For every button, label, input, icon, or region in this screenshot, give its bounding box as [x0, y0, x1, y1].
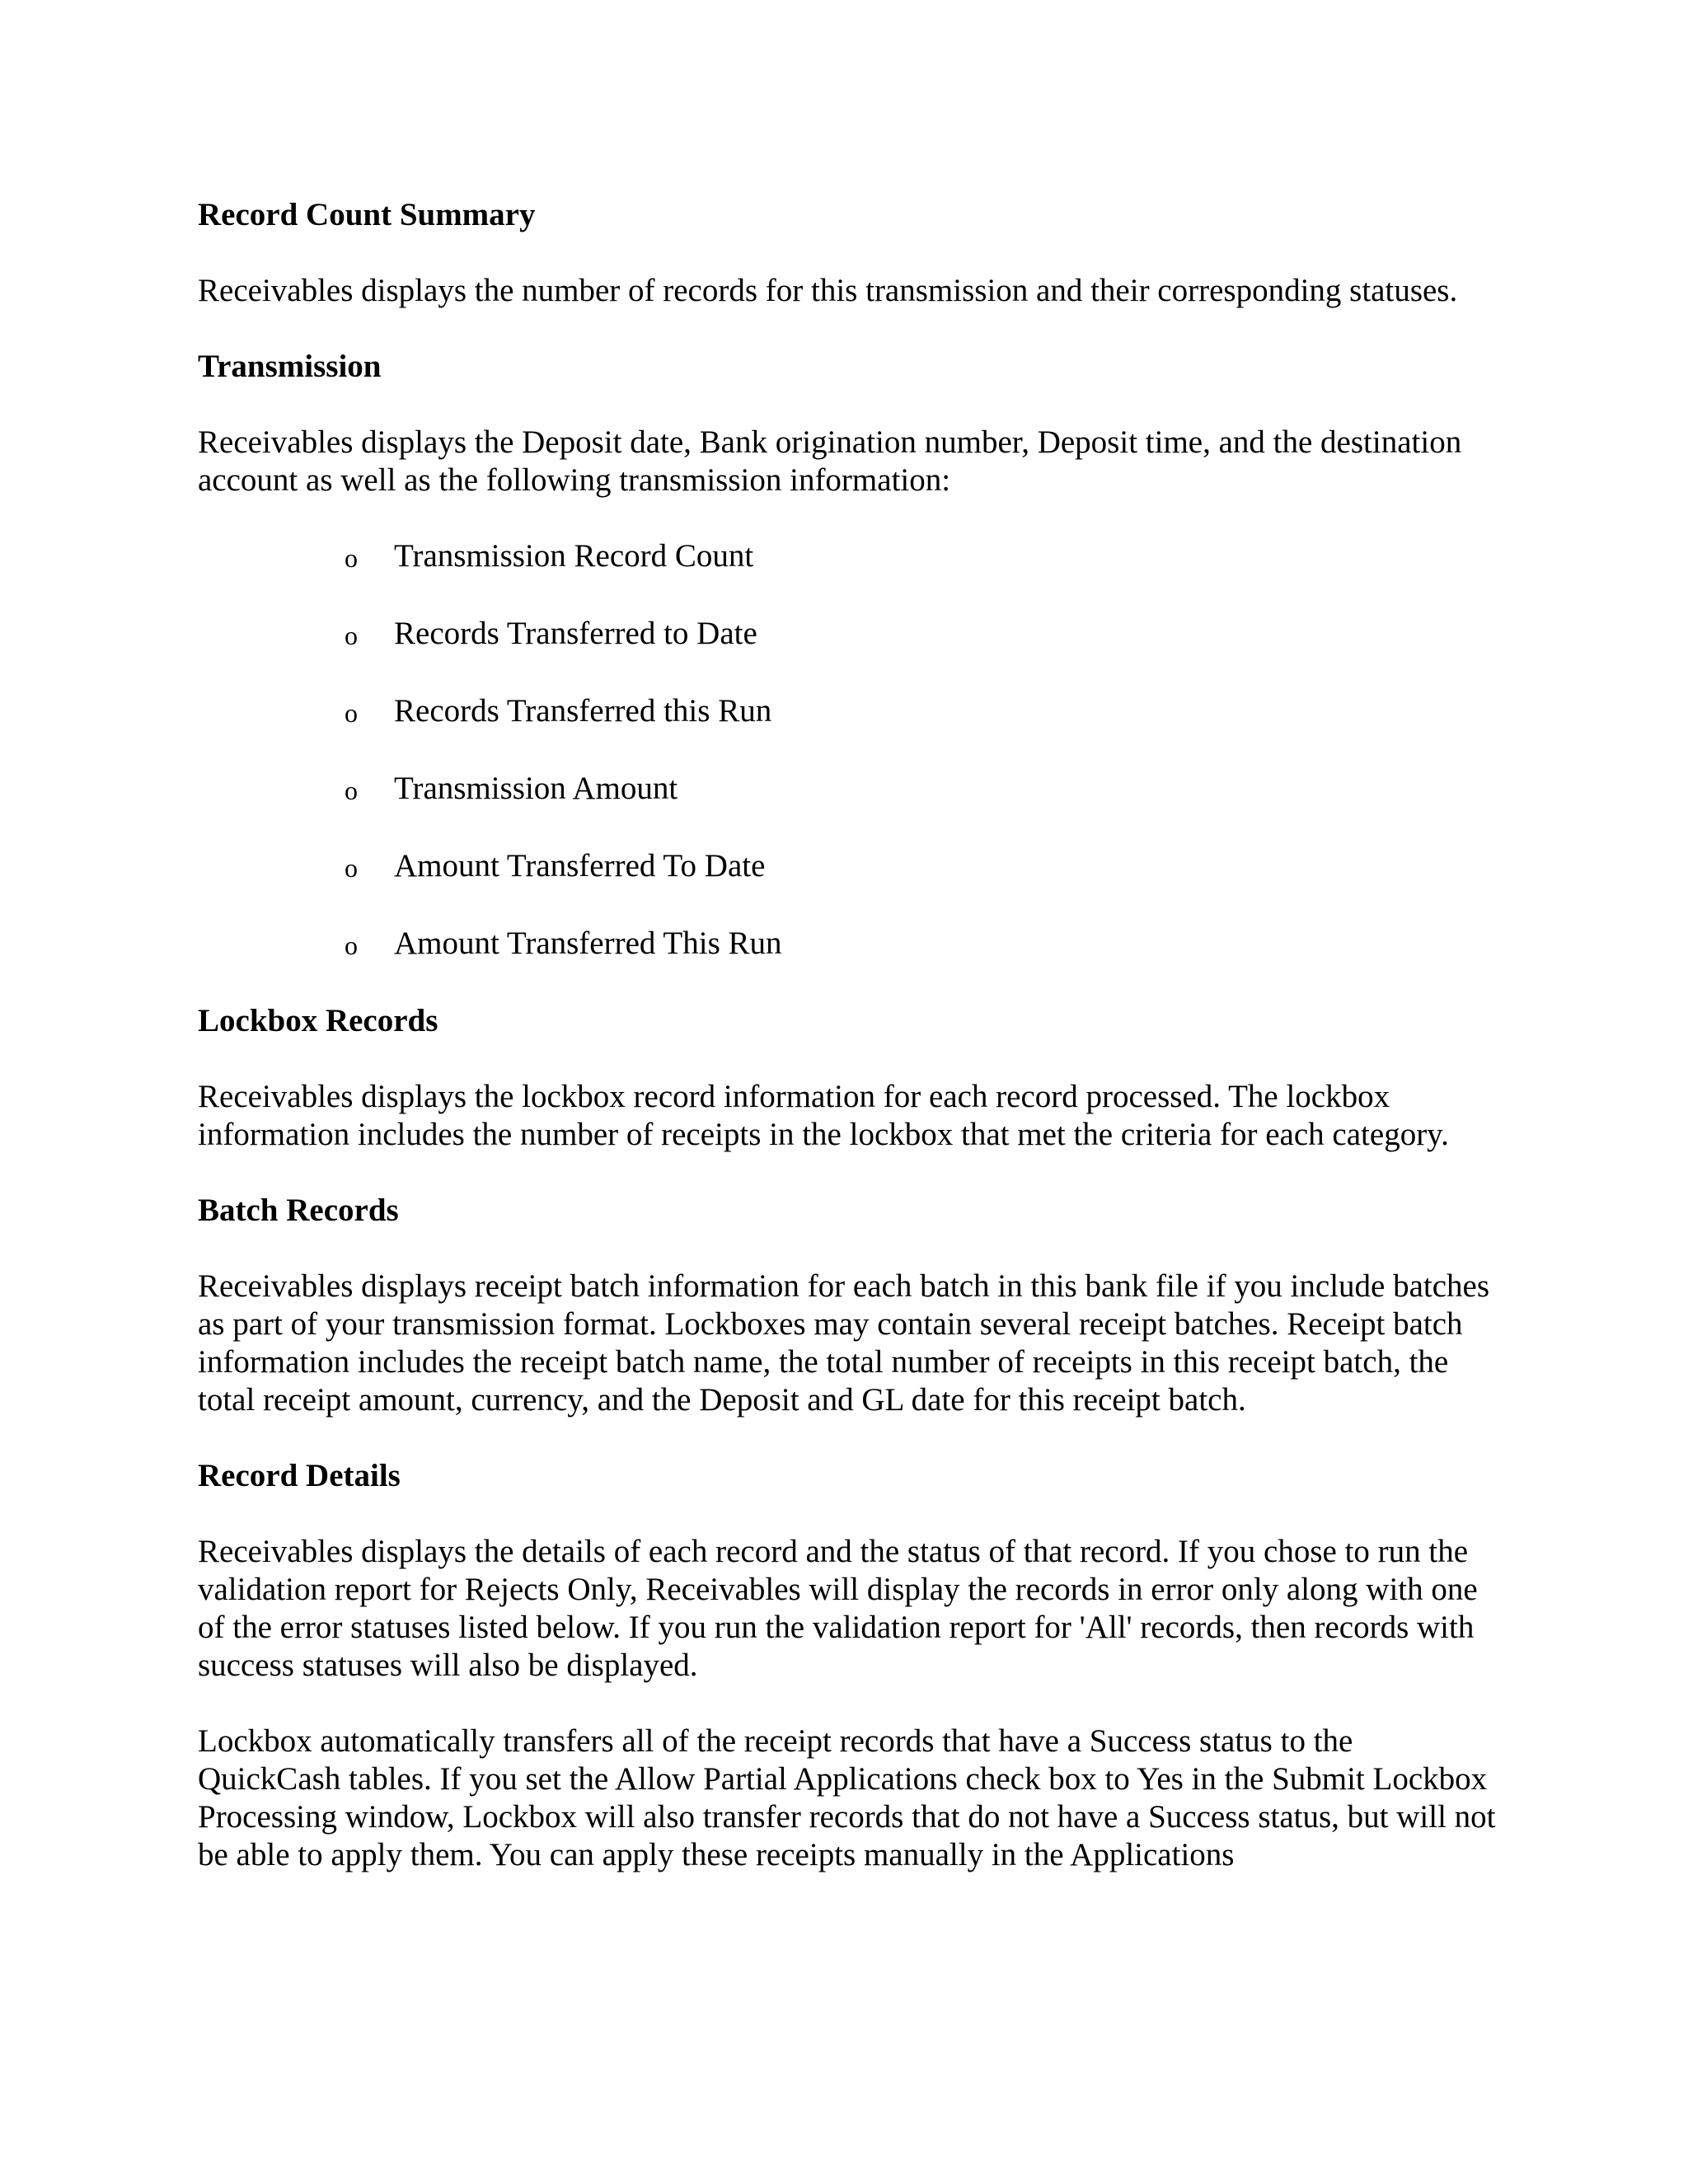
transmission-text: Receivables displays the Deposit date, Bank origination number, Deposit time, and the destination account as well as the following transmission information:: [198, 424, 1462, 498]
bullet-marker: o: [345, 930, 358, 960]
batch-records-heading: Batch Records: [198, 1193, 399, 1228]
document-content: [198, 196, 1500, 1912]
list-item: [198, 770, 1500, 808]
bullet-marker: o: [345, 776, 358, 805]
list-item: [198, 615, 1500, 653]
record-details-heading: Record Details: [198, 1458, 401, 1493]
list-item-label: Amount Transferred To Date: [394, 848, 766, 883]
lockbox-records-text: Receivables displays the lockbox record information for each record processed. The lockbox information includes the number of receipts in the lockbox that met the criteria for each category.: [198, 1079, 1449, 1152]
list-item-label: Amount Transferred This Run: [394, 926, 782, 961]
list-item-label: Transmission Record Count: [394, 538, 754, 574]
list-item-label: Transmission Amount: [394, 771, 678, 806]
record-count-summary-text: Receivables displays the number of records for this transmission and their corresponding statuses.: [198, 273, 1458, 308]
transmission-heading: Transmission: [198, 349, 382, 384]
list-item: [198, 847, 1500, 885]
batch-records-text: Receivables displays receipt batch information for each batch in this bank file if you include batches as part of your transmission format. Lockboxes may contain several receipt batches. Receipt batch information includes the receipt batch name, the total number of receipts in this receipt batch, the total receipt amount, currency, and the Deposit and GL date for this receipt batch.: [198, 1268, 1490, 1418]
record-details-text: Receivables displays the details of each record and the status of that record. If you chose to run the validation report for Rejects Only, Receivables will display the records in error only along with one of the error statuses listed below. If you run the validation report for 'All' records, then records with success statuses will also be displayed.: [198, 1534, 1478, 1683]
transmission-info-list: [198, 537, 1500, 963]
bullet-marker: o: [345, 853, 358, 883]
bullet-marker: o: [345, 543, 358, 573]
list-item: [198, 692, 1500, 730]
list-item: [198, 925, 1500, 963]
list-item: [198, 537, 1500, 575]
lockbox-records-heading: Lockbox Records: [198, 1003, 438, 1038]
record-count-summary-heading: Record Count Summary: [198, 197, 536, 232]
record-details-text-2: Lockbox automatically transfers all of the receipt records that have a Success status to the QuickCash tables. If you set the Allow Partial Applications check box to Yes in the Submit Lockbox Processing window, Lockbox will also transfer records that do not have a Success status, but will not be able to apply them. You can apply these receipts manually in the Applications: [198, 1723, 1496, 1872]
bullet-marker: o: [345, 621, 358, 650]
list-item-label: Records Transferred this Run: [394, 693, 772, 729]
list-item-label: Records Transferred to Date: [394, 616, 757, 651]
bullet-marker: o: [345, 698, 358, 728]
